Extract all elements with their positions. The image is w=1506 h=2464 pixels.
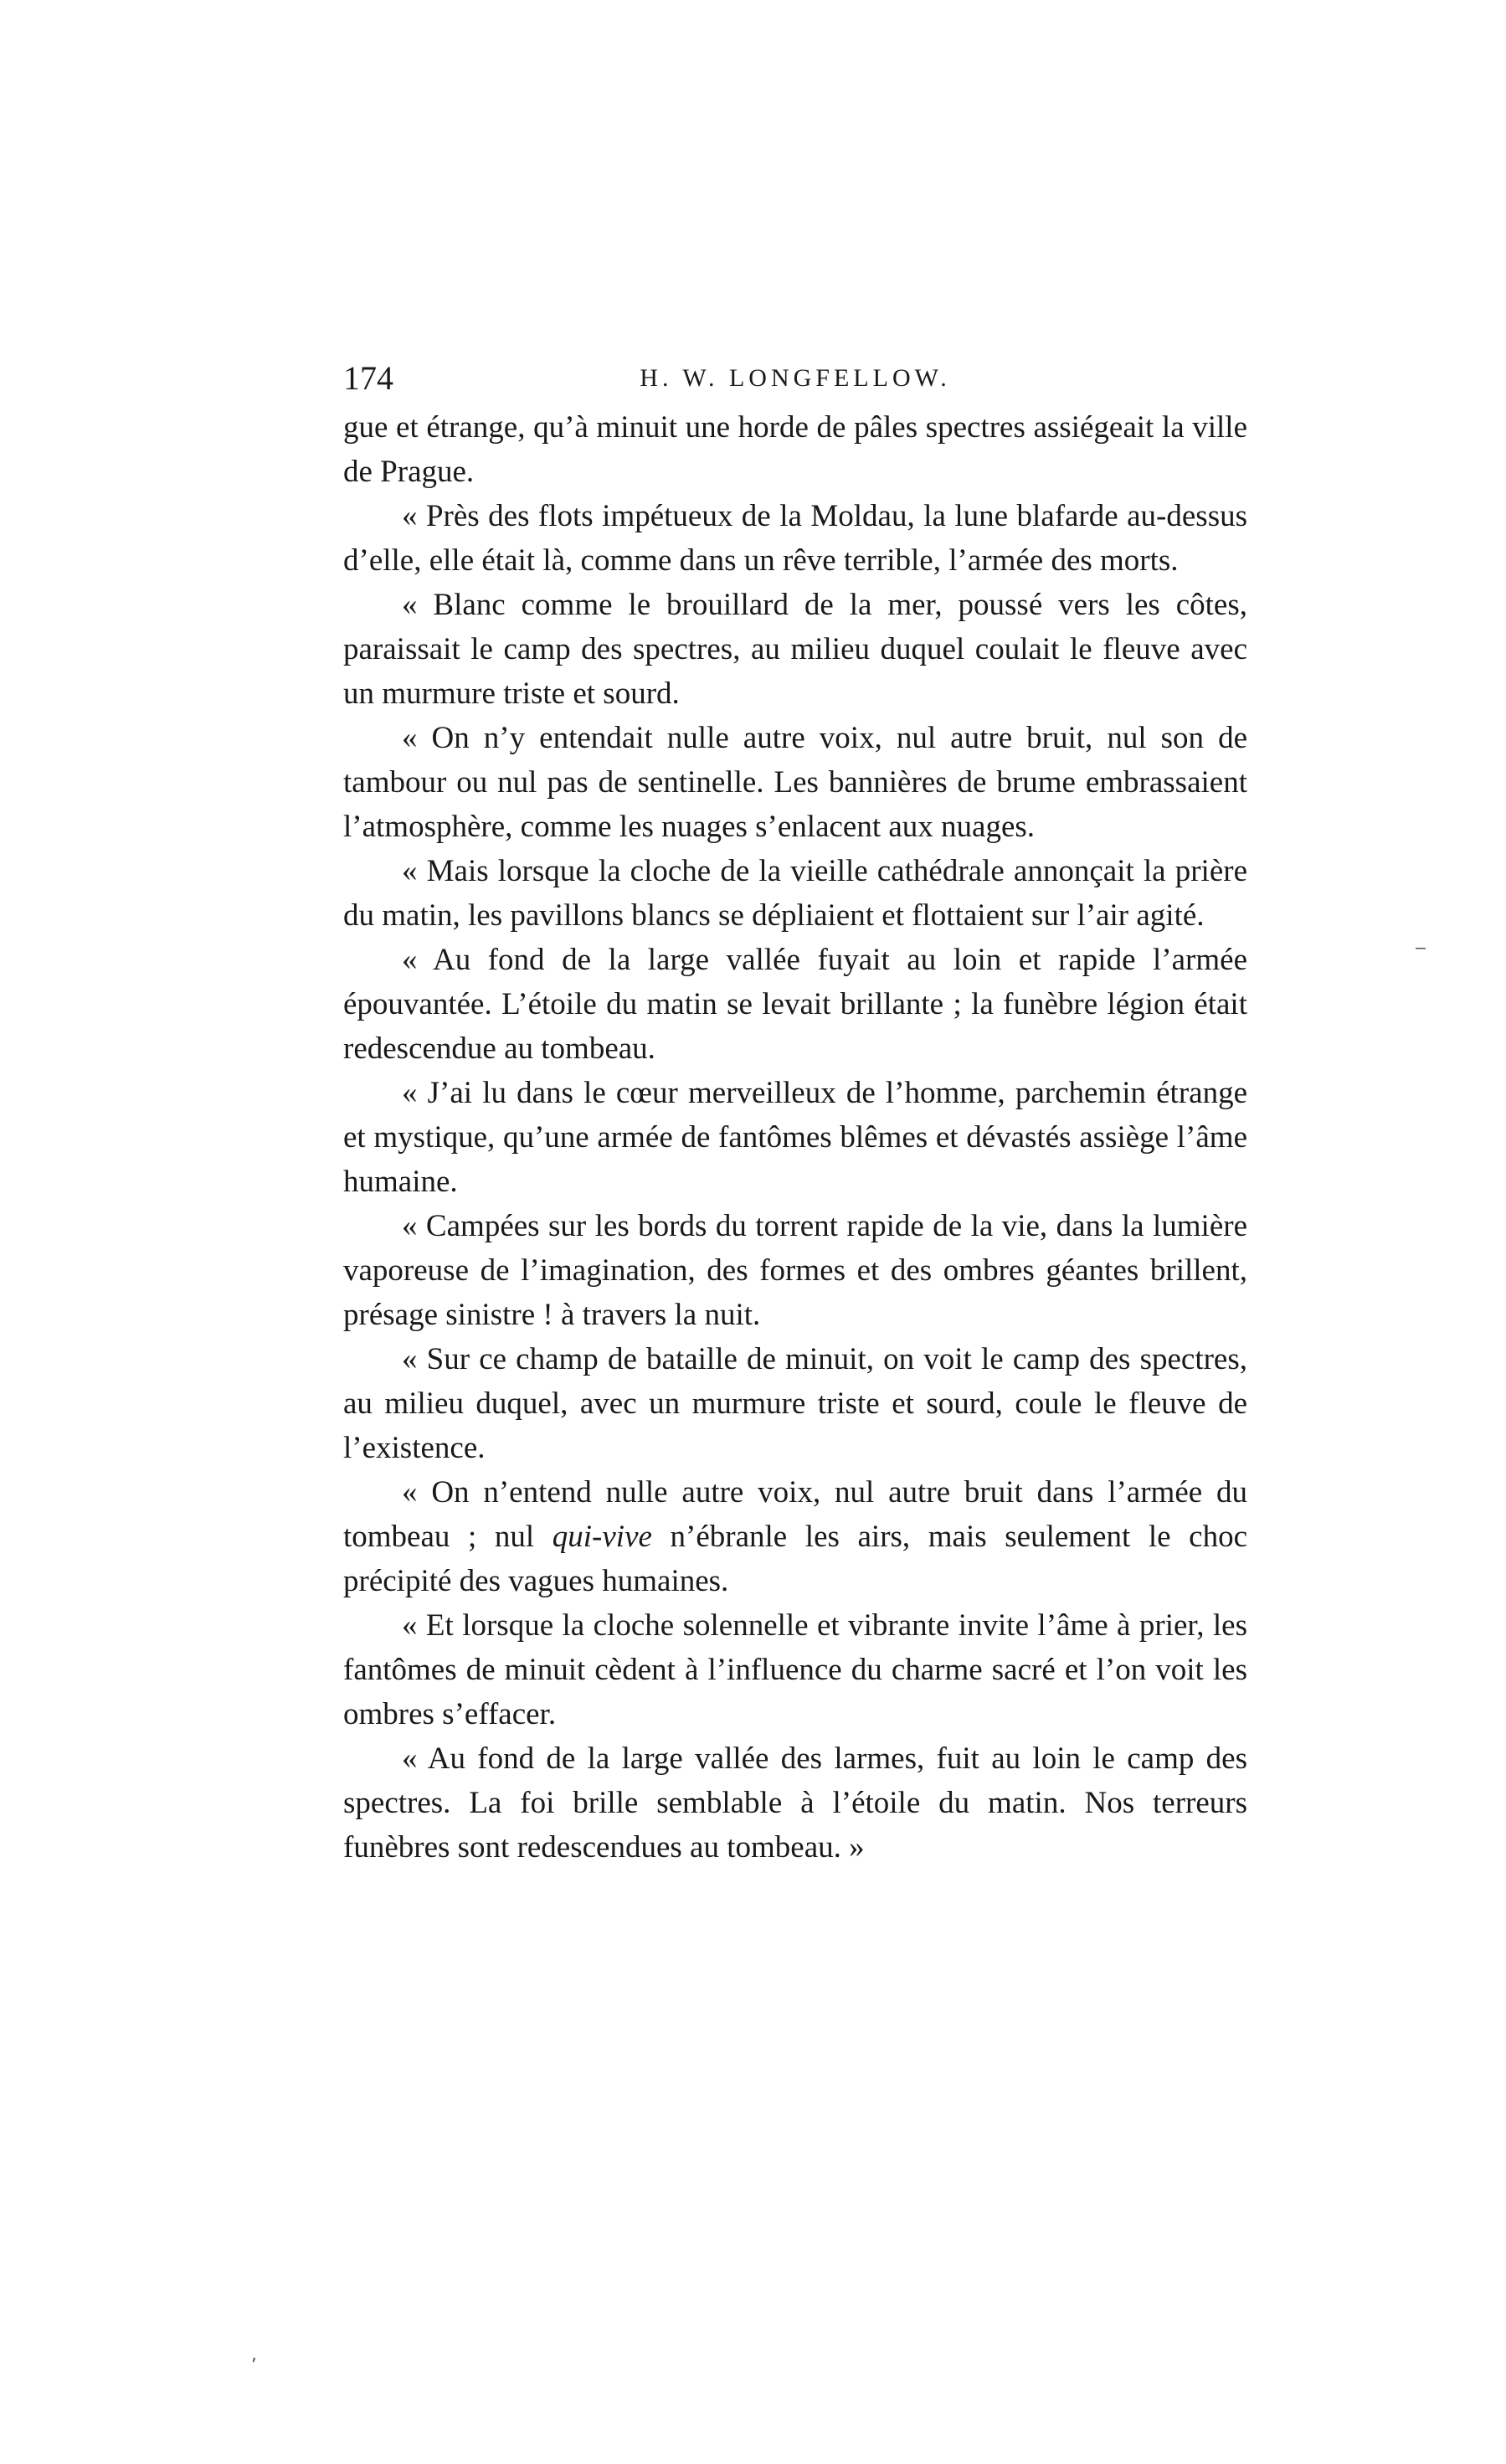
paragraph: « Au fond de la large vallée fuyait au loin et rapide l’armée épouvantée. L’étoile du matin se levait brillante ; la funèbre légion était redescendue au tombeau. bbox=[343, 943, 1247, 1066]
paragraph: « Au fond de la large vallée des larmes, fuit au loin le camp des spectres. La foi brille semblable à l’étoile du matin. Nos terreurs funèbres sont redescendues au tombeau. » bbox=[343, 1741, 1247, 1865]
paragraph: « Sur ce champ de bataille de minuit, on voit le camp des spectres, au milieu duquel, avec un murmure triste et sourd, coule le fleuve de l’existence. bbox=[343, 1342, 1247, 1465]
body-text bbox=[343, 405, 1247, 1870]
paragraph-text: n’ébranle les airs, mais seulement le choc précipité des vagues humaines. bbox=[343, 1520, 1247, 1598]
margin-mark: ‒ bbox=[1415, 938, 1426, 959]
paragraph: « Blanc comme le brouillard de la mer, poussé vers les côtes, paraissait le camp des spectres, au milieu duquel coulait le fleuve avec un murmure triste et sourd. bbox=[343, 588, 1247, 711]
running-head: H. W. LONGFELLOW. bbox=[640, 364, 951, 392]
paragraph bbox=[343, 1470, 1247, 1603]
paragraph: « Campées sur les bords du torrent rapide de la vie, dans la lumière vaporeuse de l’imagination, des formes et des ombres géantes brillent, présage sinistre ! à travers la nuit. bbox=[343, 1209, 1247, 1332]
paragraph: « Mais lorsque la cloche de la vieille cathédrale annonçait la prière du matin, les pavillons blancs se dépliaient et flottaient sur l’air agité. bbox=[343, 854, 1247, 933]
paragraph: gue et étrange, qu’à minuit une horde de pâles spectres assiégeait la ville de Prague. bbox=[343, 410, 1247, 489]
paragraph: « J’ai lu dans le cœur merveilleux de l’homme, parchemin étrange et mystique, qu’une armée de fantômes blêmes et dévastés assiège l’âme humaine. bbox=[343, 1076, 1247, 1199]
paragraph-text: « On n’entend nulle autre voix, nul autre bruit dans l’armée du tombeau ; nul bbox=[343, 1475, 1247, 1554]
paragraph: « Près des flots impétueux de la Moldau, la lune blafarde au-dessus d’elle, elle était là, comme dans un rêve terrible, l’armée des morts. bbox=[343, 499, 1247, 578]
italic-phrase: qui-vive bbox=[552, 1520, 652, 1554]
page-number: 174 bbox=[343, 359, 393, 397]
paragraph: « Et lorsque la cloche solennelle et vibrante invite l’âme à prier, les fantômes de minuit cèdent à l’influence du charme sacré et l’on voit les ombres s’effacer. bbox=[343, 1608, 1247, 1731]
margin-mark: , bbox=[251, 2344, 257, 2365]
paragraph: « On n’y entendait nulle autre voix, nul autre bruit, nul son de tambour ou nul pas de sentinelle. Les bannières de brume embrassaient l’atmosphère, comme les nuages s’enlacent aux nuages. bbox=[343, 721, 1247, 844]
page-header bbox=[343, 353, 1247, 404]
